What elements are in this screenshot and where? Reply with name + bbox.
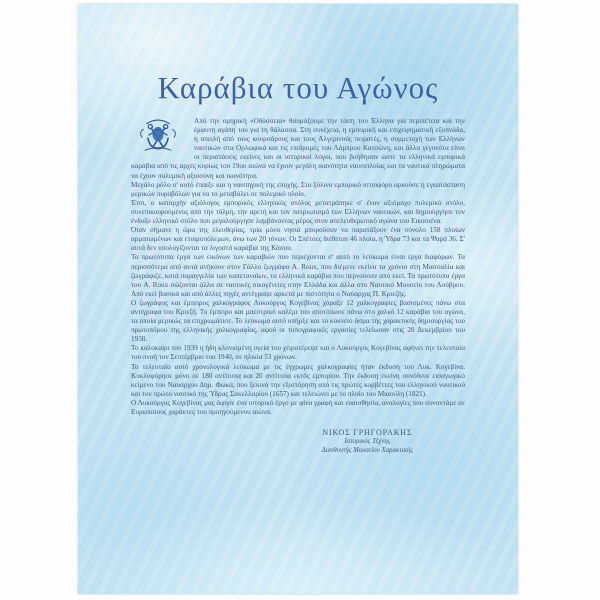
page-title: Καράβια του Αγώνος [157, 70, 439, 105]
author-role: Διευθυντής Μουσείου Χαρακτικής [321, 447, 413, 455]
paragraph-5: Τα πρωτότυπα έργα των εικόνων των καραβιών που περιέχονται σ' αυτό το λεύκωμα είναι έργα διαφόρων. Τα περισσότερα από αυτά ανήκουν στον Γάλλο ζωγράφο A. Roux, που διέμενε εκείνα τα χρόνια στη Μασσαλία και ζωγράφιζε, κατά παραγγελία των καπεταναίων, τα ελληνικά καράβια που περνούσαν από εκεί. Τα πρωτότυπα έργα του A. Roux σώζονται άλλα σε ναυτικές οικογένειες στην Ελλάδα και άλλα στο Ναυτικό Μουσείο του Λούβρου. Από εκεί βασικά και από άλλες πηγές αντέγραψε αρκετά με πιστότητα ο Ναύαρχος Π. Κριεζής. [131, 253, 465, 298]
paragraph-9: Ο Λυκούργος Κογεβίνας μας άφησε ένα ιστορικό έργο με φίνα γραφή και ευαισθησία, αναλογίες που συναντάμε σε Ευρωπαίους χαράκτες του προηγούμενου αιώνα. [131, 398, 465, 416]
nautical-crest-icon [133, 118, 183, 155]
paragraph-2: Μεγάλο ρόλο σ' αυτό έπαιξε και η ναυπηγική της εποχής. Στο ξύλινο εμπορικό ιστιοφόρο αρκούσε η εγκατάσταση μερικών πυροβόλων για να το μεταβάλει σε πολεμικό πλοίο. [131, 180, 465, 198]
paragraph-1: Από την ομηρική «Οδύσσεια» θαυμάζουμε την τάση του Έλληνα για περιπέτεια και την έμφυτη αγάπη του για τη θάλασσα. Στη συνέχεια, η εμπορική και επιχειρηματική εξυπνάδα, η απειλή από τους κουρσάρους και τους Αλγερινούς πειρατές, η συμμετοχή των Ελλήνων ναυτικών στα Ορλωφικά και τις επιδρομές του Λάμπρου Κατσώνη, και άλλα γεγονότα είναι οι περιστάσεις εκείνες και οι ιστορικοί λόγοι, που βοήθησαν ώστε τα ελληνικά εμπορικά καράβια από τις αρχές κυρίως του 19ου αιώνα να έχουν μεγάλη ικανότητα ναυσιπλοΐας και τα ναυτικά πληρώματα να έχουν πολεμική αξιοσύνη και ικανότητα. [131, 117, 465, 180]
paragraph-6: Ο ζωγράφος και έμπειρος χαλκογράφος Λυκούργος Κογεβίνας χάραξε 12 χαλκογραφίες βασισμένες πάνω στα αντίγραφα του Κριεζή. Το έμπειρο και μαεστρικό καλέμι του αποτύπωσε πάνω στο χαλκό 12 καράβια του αγώνα, τα οποία μερικώς τα επιχρωμάτισε. Το λεύκωμα αυτό υπήρξε και το κύκνειο άσμα της χαρακτικής δημιουργίας του πρωτοπόρου της ελληνικής χαλκογραφίας, αφού οι τυπογραφικές εργασίες τελείωσαν στις 20 Δεκεμβρίου του 1938. [131, 298, 465, 344]
paragraph-7: Το καλοκαίρι του 1939 η ήδη κλονισμένη υγεία του χειροτέρεψε και ο Λυκούργος Κογεβίνας αφήνει την τελευταία του πνοή τον Σεπτέμβριο του 1940, σε ηλικία 53 χρόνων. [131, 344, 465, 362]
body-text [131, 117, 465, 455]
paragraph-4: Όταν σήμανε η ώρα της ελευθερίας, τρία μόνο νησιά μπορούσαν να παρατάξουν ένα σύνολο 158 πλοίων αρματωμένων και ετοιμοπόλεμων, άνω των 20 τόνων. Οι Σπέτσες διέθεταν 46 πλοία, η Ύδρα 73 και τα Ψαρά 36. Σ' αυτά δεν υπολογίζονται τα λιγοστά καράβια της Κάσου. [131, 226, 465, 253]
album-page [78, 4, 518, 594]
author-title: Ιστορικός Τέχνης [344, 438, 391, 446]
author-name: ΝΙΚΟΣ ΓΡΗΓΟΡΑΚΗΣ [322, 428, 413, 438]
paragraph-3: Έτσι, ο καταρχήν αξιόλογος εμπορικός ελληνικός στόλος μετατράπηκε σ' έναν αξιόμαχο πολεμικό στόλο, συνεπικουρούμενος από την τόλμη, την αρετή και τον πατριωτισμό των Ελλήνων ναυτικών, και δημιούργησε τον ένδοξο ελληνικό στόλο που μεγαλούργησε λαμβάνοντας μέρος στον απελευθερωτικό αγώνα του Εικοσιένα. [131, 198, 465, 226]
signature-block [322, 428, 413, 455]
paragraph-8: Το τελευταίο αυτό χρονολογικά λεύκωμα με τις έγχρωμες χαλκογραφίες ήταν έκδοση του Λυκ. Κογεβίνα. Κυκλοφόρησε μόνο σε 180 αντίτυπα και 20 αντίτυπα εκτός εμπορίου. Την έκδοση εκείνη συνόδευε εισαγωγικό κείμενο του Ναυάρχου Δημ. Φωκά, που ξεκινά την εξιστόρηση από τις πρώτες κορβέττες του ελληνικού ναυτικού και τον πρώτο ναυτικό της Ύδρας Σακελλαρίου (1657) και τελειώνει με το πλοίο του Μιαούλη (1821). [131, 362, 465, 398]
